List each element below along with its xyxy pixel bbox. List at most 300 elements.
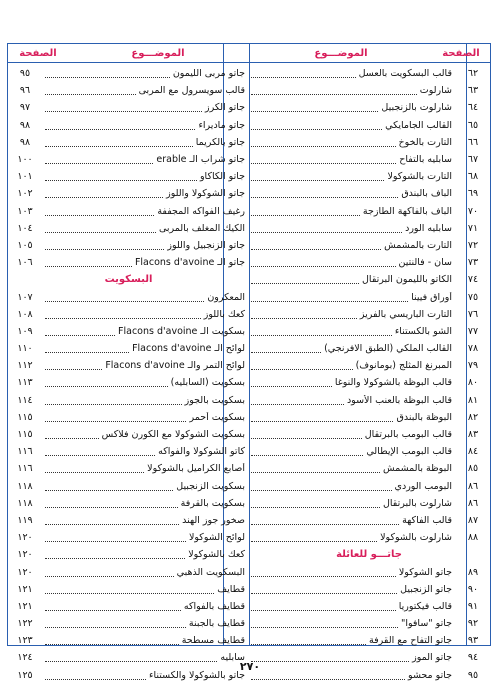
leader-dots <box>45 447 155 456</box>
index-entry <box>8 185 249 202</box>
leader-dots <box>45 568 174 577</box>
section-heading <box>248 546 490 563</box>
index-entry <box>8 288 249 305</box>
leader-dots <box>45 464 144 473</box>
entry-topic <box>248 274 456 285</box>
entry-topic <box>42 463 249 474</box>
entry-page: ٦٥ <box>467 119 479 131</box>
entry-topic <box>42 188 249 199</box>
entry-title: قالب البوظة بالعنب الأسود <box>346 394 452 406</box>
leader-dots <box>251 396 344 405</box>
right-rows <box>248 63 490 684</box>
index-entry <box>248 392 490 409</box>
entry-title: كعك بالشوكولا <box>188 549 245 561</box>
entry-title: التارت بالمشمش <box>384 239 452 251</box>
entry-topic <box>42 68 249 79</box>
entry-topic <box>248 360 456 371</box>
index-entry <box>8 340 249 357</box>
leader-dots <box>45 585 214 594</box>
entry-page: ١٠٢ <box>17 188 33 200</box>
leader-dots <box>251 86 417 95</box>
entry-page: ٧٦ <box>467 308 479 320</box>
entry-title: الباف بالبندق <box>401 188 452 200</box>
entry-page: ٩٦ <box>19 85 31 97</box>
entry-page: ١٢٠ <box>17 532 33 544</box>
leader-dots <box>45 138 193 147</box>
entry-page: ٧٥ <box>467 291 479 303</box>
leader-dots <box>251 361 353 370</box>
entry-page: ١١٥ <box>17 411 33 423</box>
entry-title: لوائح الشوكولا <box>188 532 245 544</box>
entry-page: ٧٠ <box>467 205 479 217</box>
entry-title: القالب الملكي (الطبق الافرنجي) <box>324 343 452 355</box>
leader-dots <box>251 585 397 594</box>
entry-page: ٨٨ <box>467 532 479 544</box>
entry-topic <box>248 223 456 234</box>
index-entry <box>248 151 490 168</box>
entry-title: جاتو الكرز <box>205 102 245 114</box>
index-entry <box>248 254 490 271</box>
entry-topic <box>248 601 456 612</box>
entry-topic <box>248 154 456 165</box>
entry-topic <box>248 481 456 492</box>
left-rows <box>8 63 249 684</box>
index-entry <box>248 460 490 477</box>
entry-title: قالب الفاكهة <box>402 514 452 526</box>
index-entry <box>8 529 249 546</box>
entry-page: ٨٣ <box>467 429 479 441</box>
entry-page: ٦٦ <box>467 136 479 148</box>
entry-page: ٧٩ <box>467 360 479 372</box>
leader-dots <box>251 69 356 78</box>
entry-topic <box>248 498 456 509</box>
entry-title: التارت بالشوكولا <box>387 171 452 183</box>
entry-page: ٦٨ <box>467 171 479 183</box>
leader-dots <box>251 310 357 319</box>
entry-topic <box>42 85 249 96</box>
entry-page: ٦٧ <box>467 154 479 166</box>
leader-dots <box>251 413 393 422</box>
entry-title: بسكويت الشوكولا مع الكورن فلاكس <box>101 429 245 441</box>
entry-title: أوراق فيينا <box>411 291 452 303</box>
index-entry <box>248 409 490 426</box>
entry-topic <box>248 395 456 406</box>
index-entry <box>8 237 249 254</box>
entry-title: جاتو الموز <box>412 652 452 664</box>
entry-topic <box>248 635 456 646</box>
entry-title: كعك باللوز <box>203 308 245 320</box>
entry-title: قطايف مسطحة <box>181 635 245 647</box>
index-entry <box>8 392 249 409</box>
entry-title: جاتو بالشوكولا والكستناء <box>149 669 245 681</box>
entry-topic <box>42 171 249 182</box>
leader-dots <box>251 241 381 250</box>
leader-dots <box>45 86 136 95</box>
header-topic-label: الموضـــوع <box>131 48 185 59</box>
leader-dots <box>251 172 384 181</box>
index-entry <box>248 271 490 288</box>
entry-topic <box>248 309 456 320</box>
entry-page: ١١٤ <box>17 394 33 406</box>
left-column <box>8 44 249 681</box>
entry-title: التارت بالخوخ <box>398 136 452 148</box>
entry-topic <box>248 515 456 526</box>
entry-page: ١٠٨ <box>17 308 33 320</box>
entry-title: قالب فيكتوريا <box>398 600 452 612</box>
entry-title: قالب البومب بالبرتقال <box>364 429 452 441</box>
entry-title: التارت الباريسي بالفريز <box>359 308 452 320</box>
entry-title: قالب سويسرول مع المربى <box>138 85 245 97</box>
entry-page: ١٢٤ <box>17 652 33 664</box>
index-entry <box>8 323 249 340</box>
entry-title: جاتو الشوكولا واللوز <box>166 188 245 200</box>
leader-dots <box>45 516 179 525</box>
entry-title: سابليه بالتفاح <box>399 154 452 166</box>
index-entry <box>248 340 490 357</box>
entry-title: البومب الوردي <box>394 480 452 492</box>
entry-page: ١٢١ <box>17 583 33 595</box>
leader-dots <box>45 207 154 216</box>
index-entry <box>8 82 249 99</box>
entry-page: ٦٩ <box>467 188 479 200</box>
entry-page: ١١٨ <box>17 480 33 492</box>
entry-topic <box>42 120 249 131</box>
index-entry <box>8 306 249 323</box>
leader-dots <box>251 138 396 147</box>
index-entry <box>248 99 490 116</box>
entry-page: ٩٨ <box>19 136 31 148</box>
index-entry <box>8 254 249 271</box>
leader-dots <box>45 619 186 628</box>
leader-dots <box>251 464 380 473</box>
leader-dots <box>251 516 399 525</box>
index-entry <box>8 460 249 477</box>
leader-dots <box>45 121 195 130</box>
index-entry <box>248 563 490 580</box>
entry-title: جاتو "سافوا" <box>400 618 452 630</box>
index-entry <box>8 495 249 512</box>
entry-page: ٧٣ <box>467 257 479 269</box>
section-title: البسكويت <box>104 274 153 286</box>
index-entry <box>248 168 490 185</box>
leader-dots <box>45 293 204 302</box>
entry-page: ٧١ <box>467 222 479 234</box>
entry-title: البسكويت الذهبي <box>176 566 245 578</box>
leader-dots <box>251 327 392 336</box>
entry-topic <box>42 257 249 268</box>
entry-title: بسكويت (السابليه) <box>170 377 245 389</box>
entry-page: ١٢١ <box>17 600 33 612</box>
entry-title: جاتو محشو <box>408 669 452 681</box>
entry-page: ٩٤ <box>467 652 479 664</box>
leader-dots <box>45 327 115 336</box>
entry-topic <box>42 635 249 646</box>
index-entry <box>8 632 249 649</box>
leader-dots <box>251 602 396 611</box>
entry-title: جاتو الزنجبيل <box>400 583 452 595</box>
entry-topic <box>42 223 249 234</box>
leader-dots <box>45 482 173 491</box>
header-topic-label: الموضـــوع <box>314 48 368 59</box>
index-entry <box>8 65 249 82</box>
entry-page: ١٠٠ <box>17 154 33 166</box>
leader-dots <box>45 189 163 198</box>
index-entry <box>248 598 490 615</box>
entry-page: ١١٠ <box>17 343 33 355</box>
index-entry <box>8 615 249 632</box>
leader-dots <box>251 155 396 164</box>
left-header <box>8 44 249 63</box>
entry-title: الباف بالفاكهة الطازجة <box>362 205 452 217</box>
entry-title: المبرنغ المثلج (بومانوف) <box>355 360 452 372</box>
header-page-label: الصفحة <box>19 48 57 59</box>
entry-page: ٩٣ <box>467 635 479 647</box>
entry-page: ٨٧ <box>467 514 479 526</box>
entry-title: قالب البوظة بالشوكولا والنوغا <box>334 377 452 389</box>
leader-dots <box>251 533 377 542</box>
entry-title: جاتو ماديراء <box>198 119 245 131</box>
entry-topic <box>248 102 456 113</box>
index-entry <box>248 82 490 99</box>
entry-page: ١٢٣ <box>17 635 33 647</box>
leader-dots <box>251 207 360 216</box>
entry-topic <box>248 463 456 474</box>
leader-dots <box>45 361 102 370</box>
entry-title: قطايف بالفواكه <box>183 600 245 612</box>
index-entry <box>248 288 490 305</box>
index-entry <box>8 168 249 185</box>
index-entry <box>8 151 249 168</box>
right-header <box>248 44 490 63</box>
entry-title: قالب البومب الإيطالي <box>366 446 452 458</box>
entry-page: ١١٨ <box>17 497 33 509</box>
entry-topic <box>42 309 249 320</box>
entry-topic <box>248 188 456 199</box>
entry-title: قطايف بالجبنة <box>188 618 245 630</box>
entry-title: لوائح الـ Flacons d'avoine <box>132 343 245 355</box>
entry-topic <box>248 68 456 79</box>
entry-page: ٧٨ <box>467 343 479 355</box>
index-entry <box>248 323 490 340</box>
entry-topic <box>248 377 456 388</box>
entry-page: ٩٧ <box>19 102 31 114</box>
entry-topic <box>42 481 249 492</box>
entry-topic <box>42 601 249 612</box>
entry-topic <box>248 171 456 182</box>
leader-dots <box>251 258 396 267</box>
entry-topic <box>42 549 249 560</box>
entry-title: رغيف الفواكه المجففة <box>157 205 245 217</box>
leader-dots <box>45 344 129 353</box>
entry-page: ٩٥ <box>19 68 31 80</box>
leader-dots <box>251 344 321 353</box>
entry-topic <box>42 377 249 388</box>
index-entry <box>8 117 249 134</box>
index-entry <box>248 185 490 202</box>
entry-page: ٩٥ <box>467 669 479 681</box>
leader-dots <box>45 69 170 78</box>
entry-topic <box>248 240 456 251</box>
leader-dots <box>45 602 181 611</box>
leader-dots <box>251 121 382 130</box>
entry-topic <box>42 584 249 595</box>
entry-title: البوظة بالمشمش <box>383 463 452 475</box>
entry-title: بسكويت الـ Flacons d'avoine <box>118 325 245 337</box>
leader-dots <box>45 172 197 181</box>
leader-dots <box>45 533 186 542</box>
leader-dots <box>45 155 153 164</box>
index-entry <box>248 306 490 323</box>
entry-title: صخور جوز الهند <box>182 514 245 526</box>
page-number: ٢٧٠ <box>239 660 261 673</box>
entry-page: ١٢٢ <box>17 618 33 630</box>
entry-topic <box>248 429 456 440</box>
index-entry <box>8 563 249 580</box>
entry-title: بسكويت بالجوز <box>184 394 245 406</box>
entry-topic <box>42 515 249 526</box>
section-title: جاتـــو للعائلة <box>336 549 402 561</box>
index-entry <box>8 203 249 220</box>
entry-topic <box>42 360 249 371</box>
leader-dots <box>251 499 380 508</box>
entry-page: ٨٦ <box>467 497 479 509</box>
entry-page: ٨٠ <box>467 377 479 389</box>
entry-title: البوظة بالبندق <box>396 411 452 423</box>
leader-dots <box>251 482 392 491</box>
entry-page: ١٢٥ <box>17 669 33 681</box>
entry-page: ١١٥ <box>17 429 33 441</box>
index-entry <box>248 426 490 443</box>
index-entry <box>8 357 249 374</box>
entry-topic <box>248 343 456 354</box>
entry-title: جاتو مربى الليمون <box>172 68 245 80</box>
entry-topic <box>42 240 249 251</box>
entry-page: ١١٢ <box>17 360 33 372</box>
leader-dots <box>45 636 179 645</box>
index-entry <box>8 546 249 563</box>
leader-dots <box>45 378 168 387</box>
entry-topic <box>248 292 456 303</box>
index-entry <box>8 134 249 151</box>
index-entry <box>8 581 249 598</box>
entry-title: أصابع الكراميل بالشوكولا <box>147 463 245 475</box>
leader-dots <box>45 310 201 319</box>
index-entry <box>248 374 490 391</box>
entry-title: جاتو الشوكولا <box>398 566 452 578</box>
leader-dots <box>251 189 398 198</box>
entry-topic <box>248 120 456 131</box>
entry-page: ١٠٩ <box>17 325 33 337</box>
entry-title: لوائح التمر والـ Flacons d'avoine <box>105 360 245 372</box>
index-entry <box>248 357 490 374</box>
entry-topic <box>42 343 249 354</box>
entry-title: كاتو الشوكولا والفواكه <box>158 446 245 458</box>
entry-topic <box>42 618 249 629</box>
entry-page: ١١٦ <box>17 446 33 458</box>
entry-page: ١٢٠ <box>17 549 33 561</box>
entry-title: بسكويت أحمر <box>189 411 245 423</box>
entry-topic <box>42 567 249 578</box>
entry-title: جاتو الكاكاو <box>199 171 245 183</box>
entry-topic <box>42 326 249 337</box>
entry-topic <box>248 85 456 96</box>
entry-topic <box>42 206 249 217</box>
index-entry <box>248 529 490 546</box>
entry-topic <box>42 102 249 113</box>
index-entry <box>248 203 490 220</box>
entry-page: ٩١ <box>467 600 479 612</box>
index-entry <box>8 443 249 460</box>
leader-dots <box>45 258 132 267</box>
leader-dots <box>251 103 378 112</box>
entry-title: سابليه <box>220 652 245 664</box>
entry-page: ٧٧ <box>467 325 479 337</box>
index-entry <box>8 426 249 443</box>
entry-title: شارلوت بالشوكولا <box>380 532 452 544</box>
entry-title: شارلوت بالزنجبيل <box>381 102 452 114</box>
entry-title: جاتو الـ Flacons d'avoine <box>134 257 245 269</box>
entry-topic <box>42 446 249 457</box>
index-entry <box>248 117 490 134</box>
index-entry <box>248 443 490 460</box>
leader-dots <box>251 430 362 439</box>
leader-dots <box>251 568 396 577</box>
entry-title: الكيك المغلف بالمربى <box>158 222 245 234</box>
entry-page: ١٠٤ <box>17 222 33 234</box>
entry-title: شارلوت بالبرتقال <box>383 497 452 509</box>
leader-dots <box>251 224 402 233</box>
leader-dots <box>45 103 202 112</box>
entry-topic <box>248 584 456 595</box>
leader-dots <box>45 550 185 559</box>
entry-page: ٩٨ <box>19 119 31 131</box>
entry-topic <box>42 395 249 406</box>
entry-topic <box>248 412 456 423</box>
entry-page: ١٠٣ <box>17 205 33 217</box>
leader-dots <box>251 378 332 387</box>
index-entry <box>248 65 490 82</box>
entry-page: ١١٣ <box>17 377 33 389</box>
section-heading <box>8 271 249 288</box>
index-entry <box>248 478 490 495</box>
entry-page: ٨٥ <box>467 463 479 475</box>
index-entry <box>8 512 249 529</box>
index-entry <box>248 581 490 598</box>
entry-page: ٧٤ <box>467 274 479 286</box>
entry-page: ٩٠ <box>467 583 479 595</box>
index-entry <box>8 99 249 116</box>
index-entry <box>8 409 249 426</box>
entry-title: بسكويت بالقرفة <box>180 497 245 509</box>
entry-topic <box>42 412 249 423</box>
entry-topic <box>42 498 249 509</box>
entry-topic <box>248 326 456 337</box>
leader-dots <box>251 636 366 645</box>
leader-dots <box>45 224 156 233</box>
entry-page: ١٠٥ <box>17 239 33 251</box>
entry-page: ١٠٧ <box>17 291 33 303</box>
index-entry <box>8 220 249 237</box>
leader-dots <box>45 241 164 250</box>
entry-title: جاتو شراب الـ erable <box>156 154 245 166</box>
entry-page: ٧٢ <box>467 239 479 251</box>
leader-dots <box>251 275 359 284</box>
entry-title: جاتو بالكريما <box>195 136 245 148</box>
leader-dots <box>45 430 99 439</box>
entry-page: ١٠١ <box>17 171 33 183</box>
entry-topic <box>248 618 456 629</box>
entry-title: بسكويت الزنجبيل <box>176 480 245 492</box>
